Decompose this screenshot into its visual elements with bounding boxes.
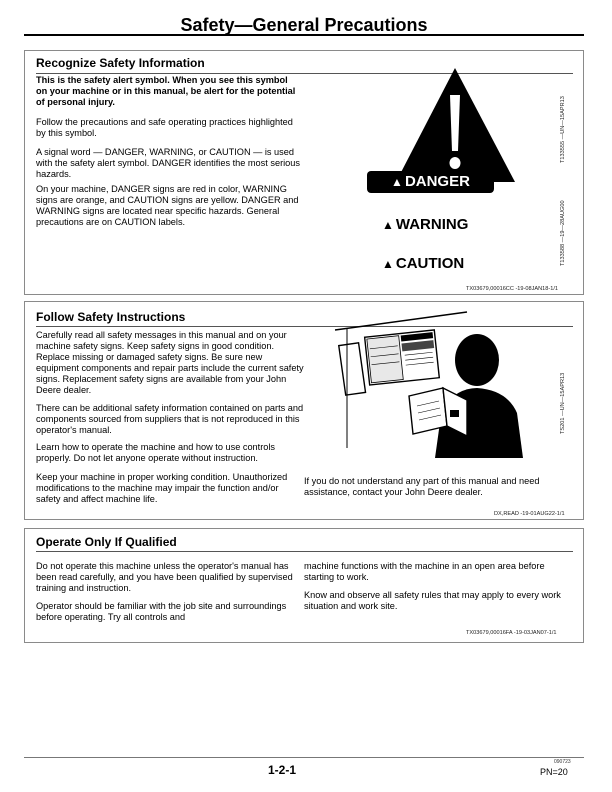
image-code: TS201 —UN—15APR13 [560,372,566,434]
section-operate-only-if-qualified [24,528,584,643]
safety-alert-symbol-icon [393,65,518,185]
warning-sign: ▲ WARNING [382,216,469,233]
operator-reading-manual-illustration [317,308,557,458]
reference-code: DX,READ -19-01AUG22-1/1 [494,511,565,517]
paragraph: On your machine, DANGER signs are red in color, WARNING signs are orange, and CAUTION signs are yellow. DANGER and WARNING signs are located near specific hazards. General precautions are on CAUTION labels. [36,184,299,227]
alert-triangle-icon: ▲ [382,218,394,232]
machine-safety-sign [365,330,440,385]
alert-triangle-icon: ▲ [391,175,403,189]
paragraph: Learn how to operate the machine and how to use controls properly. Do not let anyone operate without instruction. [36,442,276,463]
image-code: T133555 —UN—15APR13 [560,96,566,163]
footer-pn: PN=20 [540,767,568,777]
page-number: 1-2-1 [268,763,297,777]
footer-divider [24,757,584,758]
image-code: T133588 —19—28AUG00 [560,200,566,266]
page-title: Safety—General Precautions [24,6,584,36]
caution-sign: ▲ CAUTION [382,255,465,272]
paragraph: Do not operate this machine unless the operator's manual has been read carefully, and you have been qualified by supervised training and instruction. [36,561,293,593]
paragraph: If you do not understand any part of this manual and need assistance, contact your John Deere dealer. [304,476,540,497]
paragraph: Know and observe all safety rules that may apply to every work situation and work site. [304,590,561,611]
section-recognize-safety-information [24,50,584,295]
section-title: Recognize Safety Information [36,56,205,70]
paragraph: Follow the precautions and safe operating practices highlighted by this symbol. [36,117,293,138]
danger-sign: ▲ DANGER [367,171,494,193]
paragraph: Operator should be familiar with the job site and surroundings before operating. Try all controls and [36,601,287,622]
paragraph: There can be additional safety information contained on parts and components sourced from suppliers that is not reproduced in this operator's manual. [36,403,304,435]
paragraph: This is the safety alert symbol. When you see this symbol on your machine or in this manual, be alert for the potential of personal injury. [36,75,296,107]
paragraph: machine functions with the machine in an open area before starting to work. [304,561,545,582]
paragraph: Keep your machine in proper working condition. Unauthorized modifications to the machine may impair the function and/or safety and affect machine life. [36,472,288,504]
reference-code: TX03679,00016CC -19-08JAN18-1/1 [466,286,559,292]
section-title: Follow Safety Instructions [36,310,186,324]
section-title: Operate Only If Qualified [36,535,177,549]
paragraph: A signal word — DANGER, WARNING, or CAUTION — is used with the safety alert symbol. DANGER identifies the most serious hazards. [36,147,300,179]
section-follow-safety-instructions [24,301,584,520]
section-divider [36,551,573,552]
footer-small-code: 090723 [554,759,571,765]
alert-triangle-icon: ▲ [382,257,394,271]
paragraph: Carefully read all safety messages in this manual and on your machine safety signs. Keep safety signs in good condition. Replace missing or damaged safety signs. Be sure new equipment components and repair parts include the current safety signs. Replacement safety signs are available from your John Deere dealer. [36,330,304,395]
reference-code: TX03679,00016FA -19-03JAN07-1/1 [466,630,557,636]
